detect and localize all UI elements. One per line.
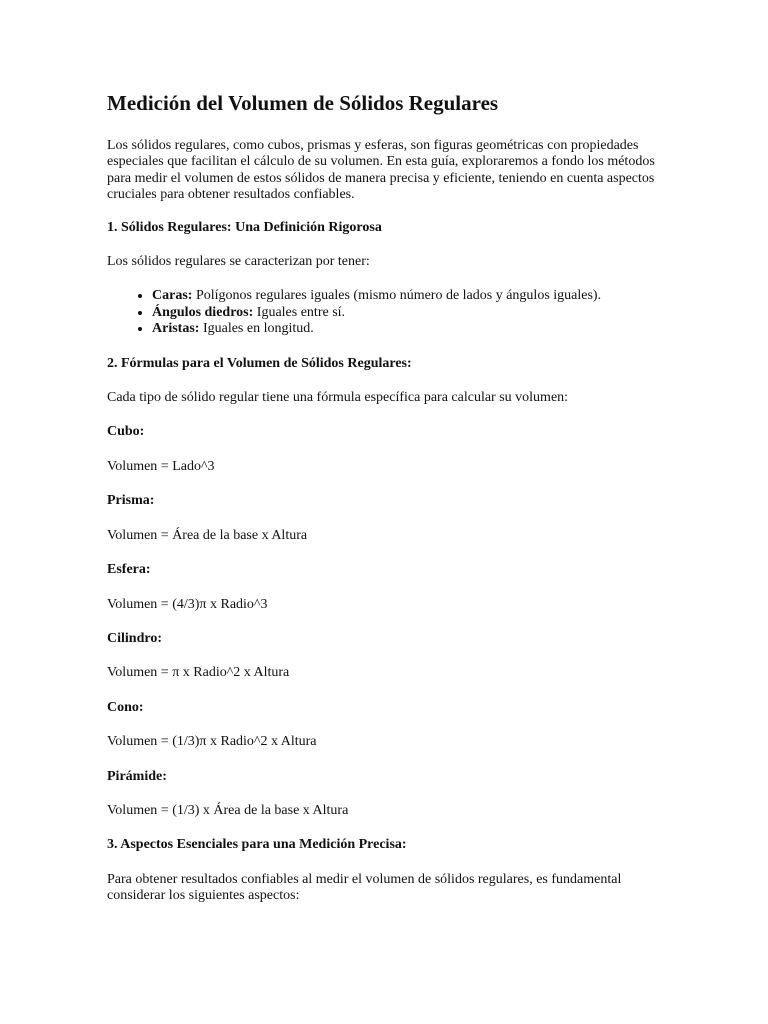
page-title: Medición del Volumen de Sólidos Regulares — [107, 91, 499, 115]
solid-name-cilindro: Cilindro: — [107, 630, 162, 646]
formula-prisma: Volumen = Área de la base x Altura — [107, 527, 308, 543]
formula-cubo: Volumen = Lado^3 — [107, 458, 215, 474]
section1-lead: Los sólidos regulares se caracterizan por tener: — [107, 254, 370, 270]
list-item — [152, 305, 667, 321]
solid-name-cono: Cono: — [107, 699, 144, 715]
section2-heading: 2. Fórmulas para el Volumen de Sólidos Regulares: — [107, 355, 412, 371]
list-item-label: Aristas: — [152, 321, 200, 337]
list-item-text: Polígonos regulares iguales (mismo número de lados y ángulos iguales). — [192, 288, 602, 304]
list-item-label: Ángulos diedros: — [152, 304, 254, 320]
formula-piramide: Volumen = (1/3) x Área de la base x Altura — [107, 802, 349, 818]
list-item — [152, 321, 667, 337]
solid-name-cubo: Cubo: — [107, 424, 145, 440]
list-item-label: Caras: — [152, 288, 193, 304]
solid-name-piramide: Pirámide: — [107, 768, 167, 784]
list-item-text: Iguales entre sí. — [253, 304, 346, 320]
formula-esfera: Volumen = (4/3)π x Radio^3 — [107, 596, 268, 612]
formula-cilindro: Volumen = π x Radio^2 x Altura — [107, 665, 290, 681]
list-item — [152, 288, 667, 304]
section2-lead: Cada tipo de sólido regular tiene una fórmula específica para calcular su volumen: — [107, 390, 569, 406]
formula-cono: Volumen = (1/3)π x Radio^2 x Altura — [107, 734, 317, 750]
section1-heading: 1. Sólidos Regulares: Una Definición Rigorosa — [107, 219, 382, 235]
list-item-text: Iguales en longitud. — [199, 321, 314, 337]
properties-list — [107, 288, 667, 337]
section3-heading: 3. Aspectos Esenciales para una Medición Precisa: — [107, 837, 407, 853]
intro-paragraph: Los sólidos regulares, como cubos, prismas y esferas, son figuras geométricas con propiedades especiales que facilitan el cálculo de su volumen. En esta guía, exploraremos a fondo los métodos para medir el volumen de estos sólidos de manera precisa y eficiente, teniendo en cuenta aspectos cruciales para obtener resultados confiables. — [107, 138, 655, 203]
solid-name-prisma: Prisma: — [107, 493, 155, 509]
solid-name-esfera: Esfera: — [107, 562, 151, 578]
section3-lead: Para obtener resultados confiables al medir el volumen de sólidos regulares, es fundamental considerar los siguientes aspectos: — [107, 871, 622, 904]
document-content — [107, 90, 667, 923]
